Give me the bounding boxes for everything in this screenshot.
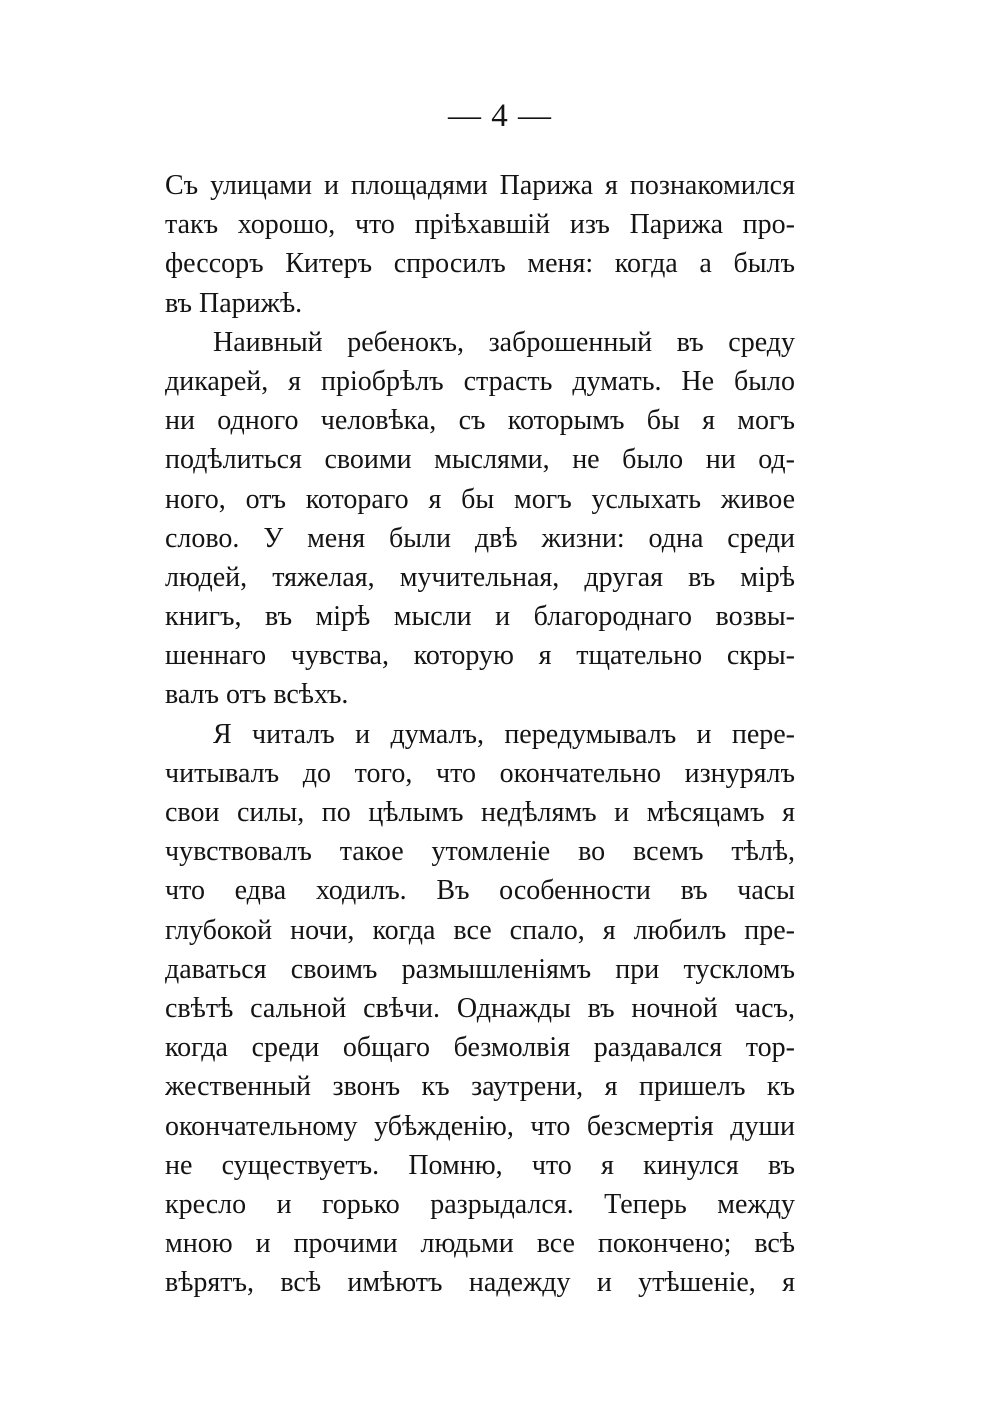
text-line: когда среди общаго безмолвія раздавался тор- xyxy=(165,1032,795,1064)
text-line: Наивный ребенокъ, заброшенный въ среду xyxy=(213,326,795,358)
text-line: мною и прочими людьми все покончено; всѣ xyxy=(165,1228,795,1260)
text-line: вѣрятъ, всѣ имѣютъ надежду и утѣшеніе, я xyxy=(165,1267,795,1299)
paragraph-1 xyxy=(165,166,795,323)
text-line: подѣлиться своими мыслями, не было ни од- xyxy=(165,444,795,476)
text-line: даваться своимъ размышленіямъ при тускломъ xyxy=(165,953,795,985)
text-line: слово. У меня были двѣ жизни: одна среди xyxy=(165,522,795,554)
text-line: читывалъ до того, что окончательно изнурялъ xyxy=(165,757,795,789)
text-line: ни одного человѣка, съ которымъ бы я могъ xyxy=(165,405,795,437)
text-line: окончательному убѣжденію, что безсмертія души xyxy=(165,1110,795,1142)
text-line: свѣтѣ сальной свѣчи. Однажды въ ночной часъ, xyxy=(165,992,795,1024)
paragraph-3 xyxy=(165,715,795,1303)
text-line: такъ хорошо, что пріѣхавшій изъ Парижа про- xyxy=(165,209,795,241)
text-line: кресло и горько разрыдался. Теперь между xyxy=(165,1188,795,1220)
text-line: книгъ, въ мірѣ мысли и благороднаго возвы- xyxy=(165,601,795,633)
text-line: Я читалъ и думалъ, передумывалъ и пере- xyxy=(213,718,795,750)
text-line: людей, тяжелая, мучительная, другая въ мірѣ xyxy=(165,561,795,593)
text-line: въ Парижѣ. xyxy=(165,287,303,319)
text-line: дикарей, я пріобрѣлъ страсть думать. Не было xyxy=(165,365,795,397)
text-line: чувствовалъ такое утомленіе во всемъ тѣлѣ, xyxy=(165,836,795,868)
text-line: валъ отъ всѣхъ. xyxy=(165,679,349,711)
text-line: Съ улицами и площадями Парижа я познакомился xyxy=(165,170,795,201)
page-number: — 4 — xyxy=(448,98,552,134)
text-line: что едва ходилъ. Въ особенности въ часы xyxy=(165,875,795,907)
text-line: шеннаго чувства, которую я тщательно скры- xyxy=(165,640,795,672)
text-line: не существуетъ. Помню, что я кинулся въ xyxy=(165,1149,795,1181)
text-line: глубокой ночи, когда все спало, я любилъ пре- xyxy=(165,914,795,946)
text-line: ного, отъ котораго я бы могъ услыхать живое xyxy=(165,483,795,515)
paragraph-2 xyxy=(165,323,795,715)
text-line: фессоръ Китеръ спросилъ меня: когда а былъ xyxy=(165,248,795,280)
text-line: жественный звонъ къ заутрени, я пришелъ къ xyxy=(165,1071,795,1103)
text-line: свои силы, по цѣлымъ недѣлямъ и мѣсяцамъ я xyxy=(165,797,795,828)
body-text xyxy=(165,166,795,1302)
